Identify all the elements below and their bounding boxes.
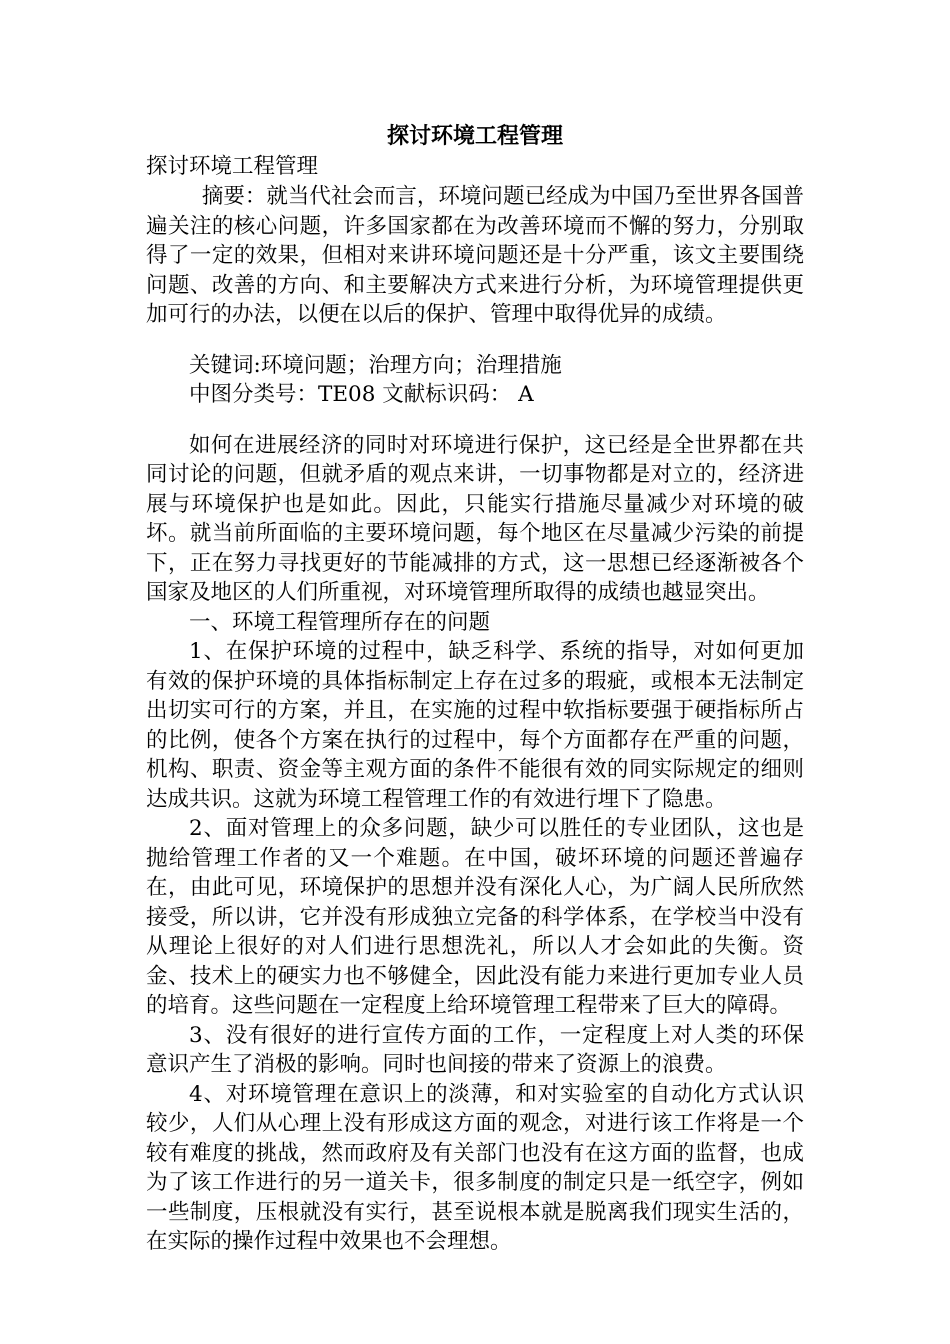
problem-point-2: 2、面对管理上的众多问题，缺少可以胜任的专业团队，这也是抛给管理工作者的又一个难题。在中国，破坏环境的问题还普遍存在，由此可见，环境保护的思想并没有深化人心，为广阔人民所欣然接受，所以讲，它并没有形成独立完备的科学体系，在学校当中没有从理论上很好的对人们进行思想洗礼，所以人才会如此的失衡。资金、技术上的硬实力也不够健全，因此没有能力来进行更加专业人员的培育。这些问题在一定程度上给环境管理工程带来了巨大的障碍。 bbox=[146, 816, 804, 1018]
classification-line: 中图分类号：TE08 文献标识码： A bbox=[189, 382, 534, 407]
problem-point-4: 4、对环境管理在意识上的淡薄，和对实验室的自动化方式认识较少，人们从心理上没有形成这方面的观念，对进行该工作将是一个较有难度的挑战，然而政府及有关部门也没有在这方面的监督，也成为了该工作进行的另一道关卡，很多制度的制定只是一纸空字，例如一些制度，压根就没有实行，甚至说根本就是脱离我们现实生活的，在实际的操作过程中效果也不会理想。 bbox=[146, 1081, 804, 1254]
document-title: 探讨环境工程管理 bbox=[386, 123, 563, 149]
spacer bbox=[146, 330, 804, 351]
document-body bbox=[146, 120, 804, 1257]
intro-paragraph: 如何在进展经济的同时对环境进行保护，这已经是全世界都在共同讨论的问题，但就矛盾的观点来讲，一切事物都是对立的，经济进展与环境保护也是如此。因此，只能实行措施尽量减少对环境的破坏。就当前所面临的主要环境问题，每个地区在尽量减少污染的前提下，正在努力寻找更好的节能减排的方式，这一思想已经逐渐被各个国家及地区的人们所重视，对环境管理所取得的成绩也越显突出。 bbox=[146, 432, 804, 605]
keywords-line: 关键词:环境问题；治理方向；治理措施 bbox=[189, 352, 562, 378]
problem-point-3: 3、没有很好的进行宣传方面的工作，一定程度上对人类的环保意识产生了消极的影响。同时也间接的带来了资源上的浪费。 bbox=[146, 1022, 804, 1077]
problem-point-1: 1、在保护环境的过程中，缺乏科学、系统的指导，对如何更加有效的保护环境的具体指标制定上存在过多的瑕疵，或根本无法制定出切实可行的方案，并且，在实施的过程中软指标要强于硬指标所占的比例，使各个方案在执行的过程中，每个方面都存在严重的问题，机构、职责、资金等主观方面的条件不能很有效的同实际规定的细则达成共识。这就为环境工程管理工作的有效进行埋下了隐患。 bbox=[146, 639, 804, 812]
abstract-paragraph: 摘要：就当代社会而言，环境问题已经成为中国乃至世界各国普遍关注的核心问题，许多国家都在为改善环境而不懈的努力，分别取得了一定的效果，但相对来讲环境问题还是十分严重，该文主要围绕问题、改善的方向、和主要解决方式来进行分析，为环境管理提供更加可行的办法，以便在以后的保护、管理中取得优异的成绩。 bbox=[146, 184, 804, 327]
document-subtitle: 探讨环境工程管理 bbox=[146, 154, 319, 179]
section-heading: 一、环境工程管理所存在的问题 bbox=[189, 609, 491, 635]
spacer bbox=[146, 410, 804, 431]
